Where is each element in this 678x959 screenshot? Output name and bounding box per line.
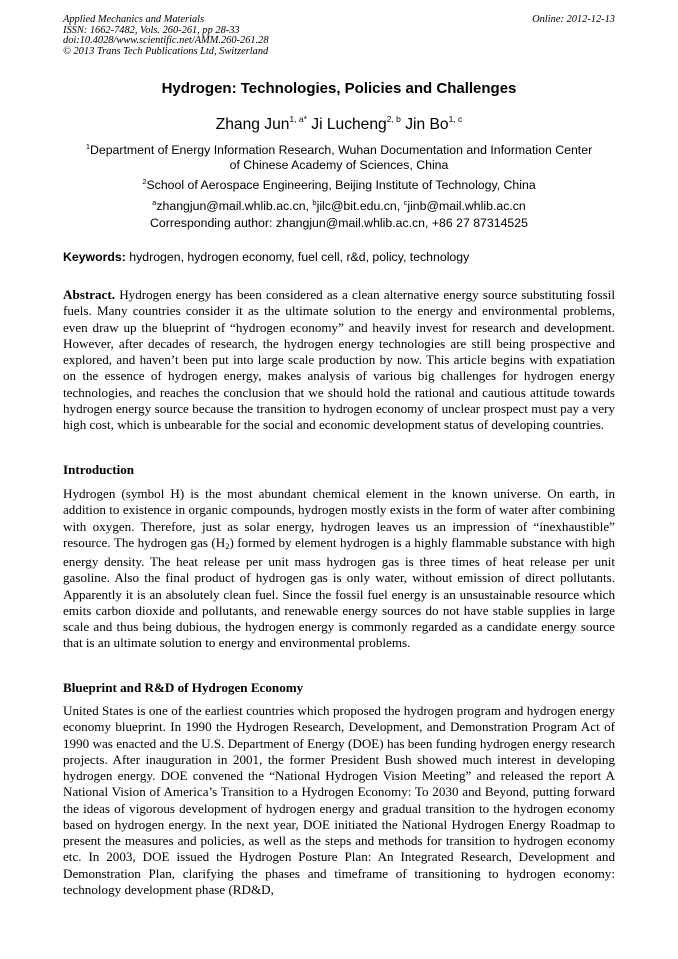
- affiliation-marker: 2: [142, 177, 147, 186]
- author-list: [0, 114, 678, 134]
- email-c: jinb@mail.whlib.ac.cn: [407, 199, 526, 213]
- keywords-text: hydrogen, hydrogen economy, fuel cell, r&d, policy, technology: [129, 250, 470, 264]
- email-a: zhangjun@mail.whlib.ac.cn,: [156, 199, 309, 213]
- keywords-label: Keywords:: [63, 250, 126, 264]
- introduction-paragraph: [63, 486, 615, 652]
- author-name: Jin Bo: [405, 116, 449, 133]
- abstract-text: Hydrogen energy has been considered as a clean alternative energy source substituting fossil fuels. Many countries consider it as the ultimate solution to the energy and environmental problems, even draw up the blueprint of “hydrogen economy” and heavily invest for research and development. However, after decades of research, the hydrogen energy technologies are still being prospective and explored, and haven’t been put into large scale production by now. This article begins with expatiation on the essence of hydrogen energy, makes analysis of various big challenges for hydrogen energy technologies, and reaches the conclusion that we should hold the rational and cautious attitude towards hydrogen energy source because the transition to hydrogen economy of unclear prospect must pay a very high cost, which is unbearable for the social and economic development status of developing countries.: [63, 287, 615, 432]
- issn-line: ISSN: 1662-7482, Vols. 260-261, pp 28-33: [63, 24, 240, 36]
- email-b: jilc@bit.edu.cn,: [316, 199, 401, 213]
- affiliation-2-text: School of Aerospace Engineering, Beijing Institute of Technology, China: [146, 178, 536, 192]
- paper-title: Hydrogen: Technologies, Policies and Challenges: [161, 80, 517, 97]
- email-marker: a: [152, 198, 157, 207]
- online-date: Online: 2012-12-13: [532, 14, 615, 25]
- affiliation-marker: 1: [85, 142, 90, 151]
- affiliation-1-line-2: of Chinese Academy of Sciences, China: [229, 158, 449, 172]
- author-affiliation-marker: 2, b: [386, 114, 401, 124]
- blueprint-text: United States is one of the earliest countries which proposed the hydrogen program and hydrogen energy economy blueprint. In 1990 the Hydrogen Research, Development, and Demonstration Program Act of 1990 was enacted and the U.S. Department of Energy (DOE) has been funding hydrogen energy research projects. After inauguration in 2001, the former President Bush showed much interest in developing hydrogen energy. DOE convened the “National Hydrogen Vision Meeting” and released the report A National Vision of America’s Transition to a Hydrogen Economy: To 2030 and Beyond, putting forward the ideas of vigorous development of hydrogen energy and gradual transition to the hydrogen economy based on hydrogen energy. In the next year, DOE initiated the National Hydrogen Energy Roadmap to present the measures and policies, as well as the steps and methods for transition to hydrogen economy etc. In 2003, DOE issued the Hydrogen Posture Plan: An Integrated Research, Development and Demonstration Plan, clarifying the phases and timeframe of transitioning to hydrogen economy: technology development phase (RD&D,: [63, 703, 615, 897]
- author-name: Zhang Jun: [215, 116, 290, 133]
- affiliation-1-line-1: Department of Energy Information Research, Wuhan Documentation and Information Center: [90, 143, 593, 157]
- author-name: Ji Lucheng: [311, 116, 387, 133]
- author-affiliation-marker: 1, c: [448, 114, 463, 124]
- corresponding-author: Corresponding author: zhangjun@mail.whlib.ac.cn, +86 27 87314525: [150, 216, 528, 230]
- email-marker: b: [312, 198, 317, 207]
- affiliation-1: [0, 139, 678, 173]
- section-heading-blueprint: Blueprint and R&D of Hydrogen Economy: [63, 680, 304, 695]
- copyright-line: © 2013 Trans Tech Publications Ltd, Switzerland: [63, 45, 269, 57]
- journal-name: Applied Mechanics and Materials: [63, 14, 205, 25]
- keywords: [63, 250, 615, 264]
- author-affiliation-marker: 1, a*: [289, 114, 307, 124]
- doi-line: doi:10.4028/www.scientific.net/AMM.260-261.28: [63, 35, 269, 47]
- author-emails: [0, 195, 678, 214]
- abstract-label: Abstract.: [63, 287, 115, 302]
- introduction-text-cont: ) formed by element hydrogen is a highly flammable substance with high energy density. The heat release per unit mass hydrogen gas is three times of heat release per unit gasoline. Also the final product of hydrogen gas is only water, without emission of direct pollutants. Apparently it is an absolutely clean fuel. Since the fossil fuel energy is an unsustainable resource which emits carbon dioxide and pollutants, and renewable energy sources do not have stable supplies in large scale and thus being dubious, the hydrogen energy is commonly regarded as a candidate energy source that is an ultimate solution to energy and environmental problems.: [63, 534, 615, 651]
- section-heading-introduction: Introduction: [63, 462, 135, 477]
- blueprint-paragraph: [63, 703, 615, 898]
- introduction-text: Hydrogen (symbol H) is the most abundant chemical element in the known universe. On earth, in addition to existence in organic compounds, hydrogen mostly exists in the form of water after combining with oxygen. Therefore, just as solar energy, hydrogen leaves us an impression of “inexhaustible” resource. The hydrogen gas (H: [63, 486, 615, 550]
- journal-header: [63, 15, 615, 57]
- subscript-2: 2: [225, 540, 230, 551]
- affiliation-2: [0, 174, 678, 193]
- email-marker: c: [403, 198, 408, 207]
- abstract: [63, 287, 615, 433]
